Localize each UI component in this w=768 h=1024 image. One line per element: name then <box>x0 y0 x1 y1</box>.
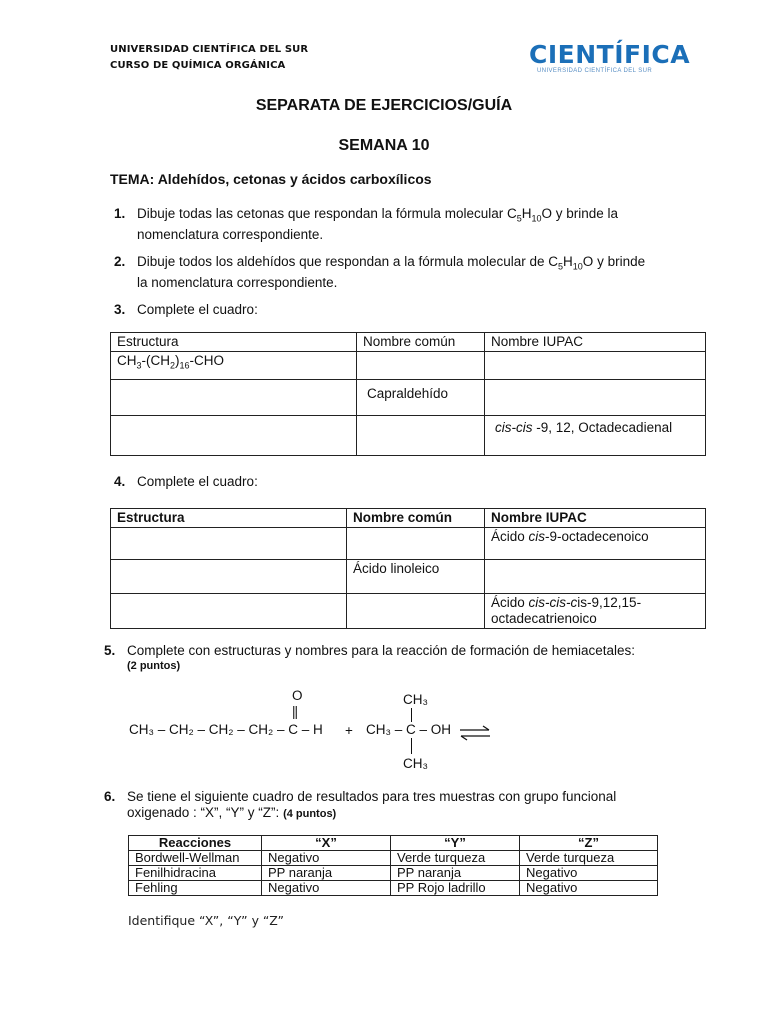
question-number: 1. <box>114 206 126 221</box>
table-cell: Negativo <box>262 881 391 896</box>
table-cell: Negativo <box>520 881 658 896</box>
table-row <box>129 881 658 896</box>
table-6 <box>128 835 658 896</box>
table-cell: Verde turqueza <box>520 851 658 866</box>
table-header: “Z” <box>520 836 658 851</box>
table-cell[interactable]: Ácido cis-cis-cis-9,12,15- octadecatrienoico <box>485 594 706 629</box>
table-cell[interactable]: Ácido cis-9-octadecenoico <box>485 528 706 560</box>
table-row <box>111 594 706 629</box>
table-header: Nombre IUPAC <box>485 333 706 352</box>
question-text: Dibuje todas las cetonas que respondan la fórmula molecular C <box>137 206 517 221</box>
table-row <box>129 851 658 866</box>
equilibrium-arrows-icon <box>458 725 492 741</box>
table-cell: PP naranja <box>391 866 520 881</box>
table-3 <box>110 332 706 456</box>
table-cell: Fenilhidracina <box>129 866 262 881</box>
question-number: 4. <box>114 474 126 489</box>
alcohol-formula: CH₃ – C – OH <box>366 722 452 737</box>
topic-heading: TEMA: Aldehídos, cetonas y ácidos carboxílicos <box>110 171 432 187</box>
table-header: Nombre común <box>357 333 485 352</box>
aldehyde-formula: CH₃ – CH₂ – CH₂ – CH₂ – C – H <box>129 722 323 737</box>
table-cell: Negativo <box>520 866 658 881</box>
table-header: Estructura <box>111 509 347 528</box>
table-row <box>111 352 706 380</box>
question-text: Complete con estructuras y nombres para la reacción de formación de hemiacetales: <box>127 643 636 658</box>
table-cell[interactable]: Capraldehído <box>357 380 485 416</box>
table-cell[interactable] <box>111 416 357 456</box>
question-text: Complete el cuadro: <box>137 474 258 489</box>
question-points: (2 puntos) <box>127 660 181 672</box>
question-number: 2. <box>114 254 126 269</box>
table-cell[interactable]: $CH_3-(CH_2)_{16}$-CHO <box>111 352 357 380</box>
table-cell: PP naranja <box>262 866 391 881</box>
table-row <box>111 560 706 594</box>
identify-instruction: Identifique “X”, “Y” y “Z” <box>128 913 285 928</box>
table-cell[interactable] <box>357 352 485 380</box>
table-cell[interactable] <box>111 380 357 416</box>
methyl-bottom: CH₃ <box>403 756 428 771</box>
carbonyl-oxygen: O <box>292 688 303 703</box>
table-cell[interactable] <box>485 380 706 416</box>
table-cell: Verde turqueza <box>391 851 520 866</box>
question-text: Complete el cuadro: <box>137 302 258 317</box>
table-cell[interactable] <box>111 560 347 594</box>
table-cell: PP Rojo ladrillo <box>391 881 520 896</box>
table-row <box>111 416 706 456</box>
table-cell[interactable]: Ácido linoleico <box>347 560 485 594</box>
question-number: 5. <box>104 643 116 658</box>
bond-bottom <box>411 738 412 754</box>
course-name: CURSO DE QUÍMICA ORGÁNICA <box>110 60 286 71</box>
document-title: SEPARATA DE EJERCICIOS/GUÍA <box>255 97 513 114</box>
question-points: (4 puntos) <box>283 808 337 820</box>
table-cell[interactable] <box>347 594 485 629</box>
university-logo-subtext: UNIVERSIDAD CIENTÍFICA DEL SUR <box>537 68 653 74</box>
week-title: SEMANA 10 <box>338 137 430 154</box>
question-text-cont: la nomenclatura correspondiente. <box>137 274 338 290</box>
bond-top <box>411 708 412 722</box>
table-header: Nombre común <box>347 509 485 528</box>
question-number: 3. <box>114 302 126 317</box>
table-cell[interactable] <box>485 352 706 380</box>
table-4 <box>110 508 706 629</box>
table-header: Estructura <box>111 333 357 352</box>
table-row <box>111 380 706 416</box>
table-cell[interactable]: cis-cis -9, 12, Octadecadienal <box>485 416 706 456</box>
table-header: Nombre IUPAC <box>485 509 706 528</box>
question-text: Dibuje todos los aldehídos que respondan a la fórmula molecular de C <box>137 254 559 269</box>
table-row <box>111 528 706 560</box>
table-cell: Bordwell-Wellman <box>129 851 262 866</box>
question-number: 6. <box>104 789 116 804</box>
question-text: Se tiene el siguiente cuadro de resultados para tres muestras con grupo funcional <box>127 789 617 804</box>
plus-sign: + <box>345 723 353 738</box>
methyl-top: CH₃ <box>403 692 428 707</box>
table-row <box>129 866 658 881</box>
table-cell[interactable] <box>111 528 347 560</box>
table-cell: Fehling <box>129 881 262 896</box>
table-cell[interactable] <box>485 560 706 594</box>
table-cell[interactable] <box>357 416 485 456</box>
table-cell: Negativo <box>262 851 391 866</box>
table-header: “Y” <box>391 836 520 851</box>
table-header: “X” <box>262 836 391 851</box>
question-text-cont: oxigenado : “X”, “Y” y “Z”: <box>127 805 280 820</box>
table-cell[interactable] <box>111 594 347 629</box>
university-logo: CIENTÍFICA <box>529 40 691 69</box>
double-bond: || <box>292 704 298 719</box>
table-cell[interactable] <box>347 528 485 560</box>
question-text-cont: nomenclatura correspondiente. <box>137 226 324 242</box>
table-header: Reacciones <box>129 836 262 851</box>
university-name: UNIVERSIDAD CIENTÍFICA DEL SUR <box>110 44 309 55</box>
